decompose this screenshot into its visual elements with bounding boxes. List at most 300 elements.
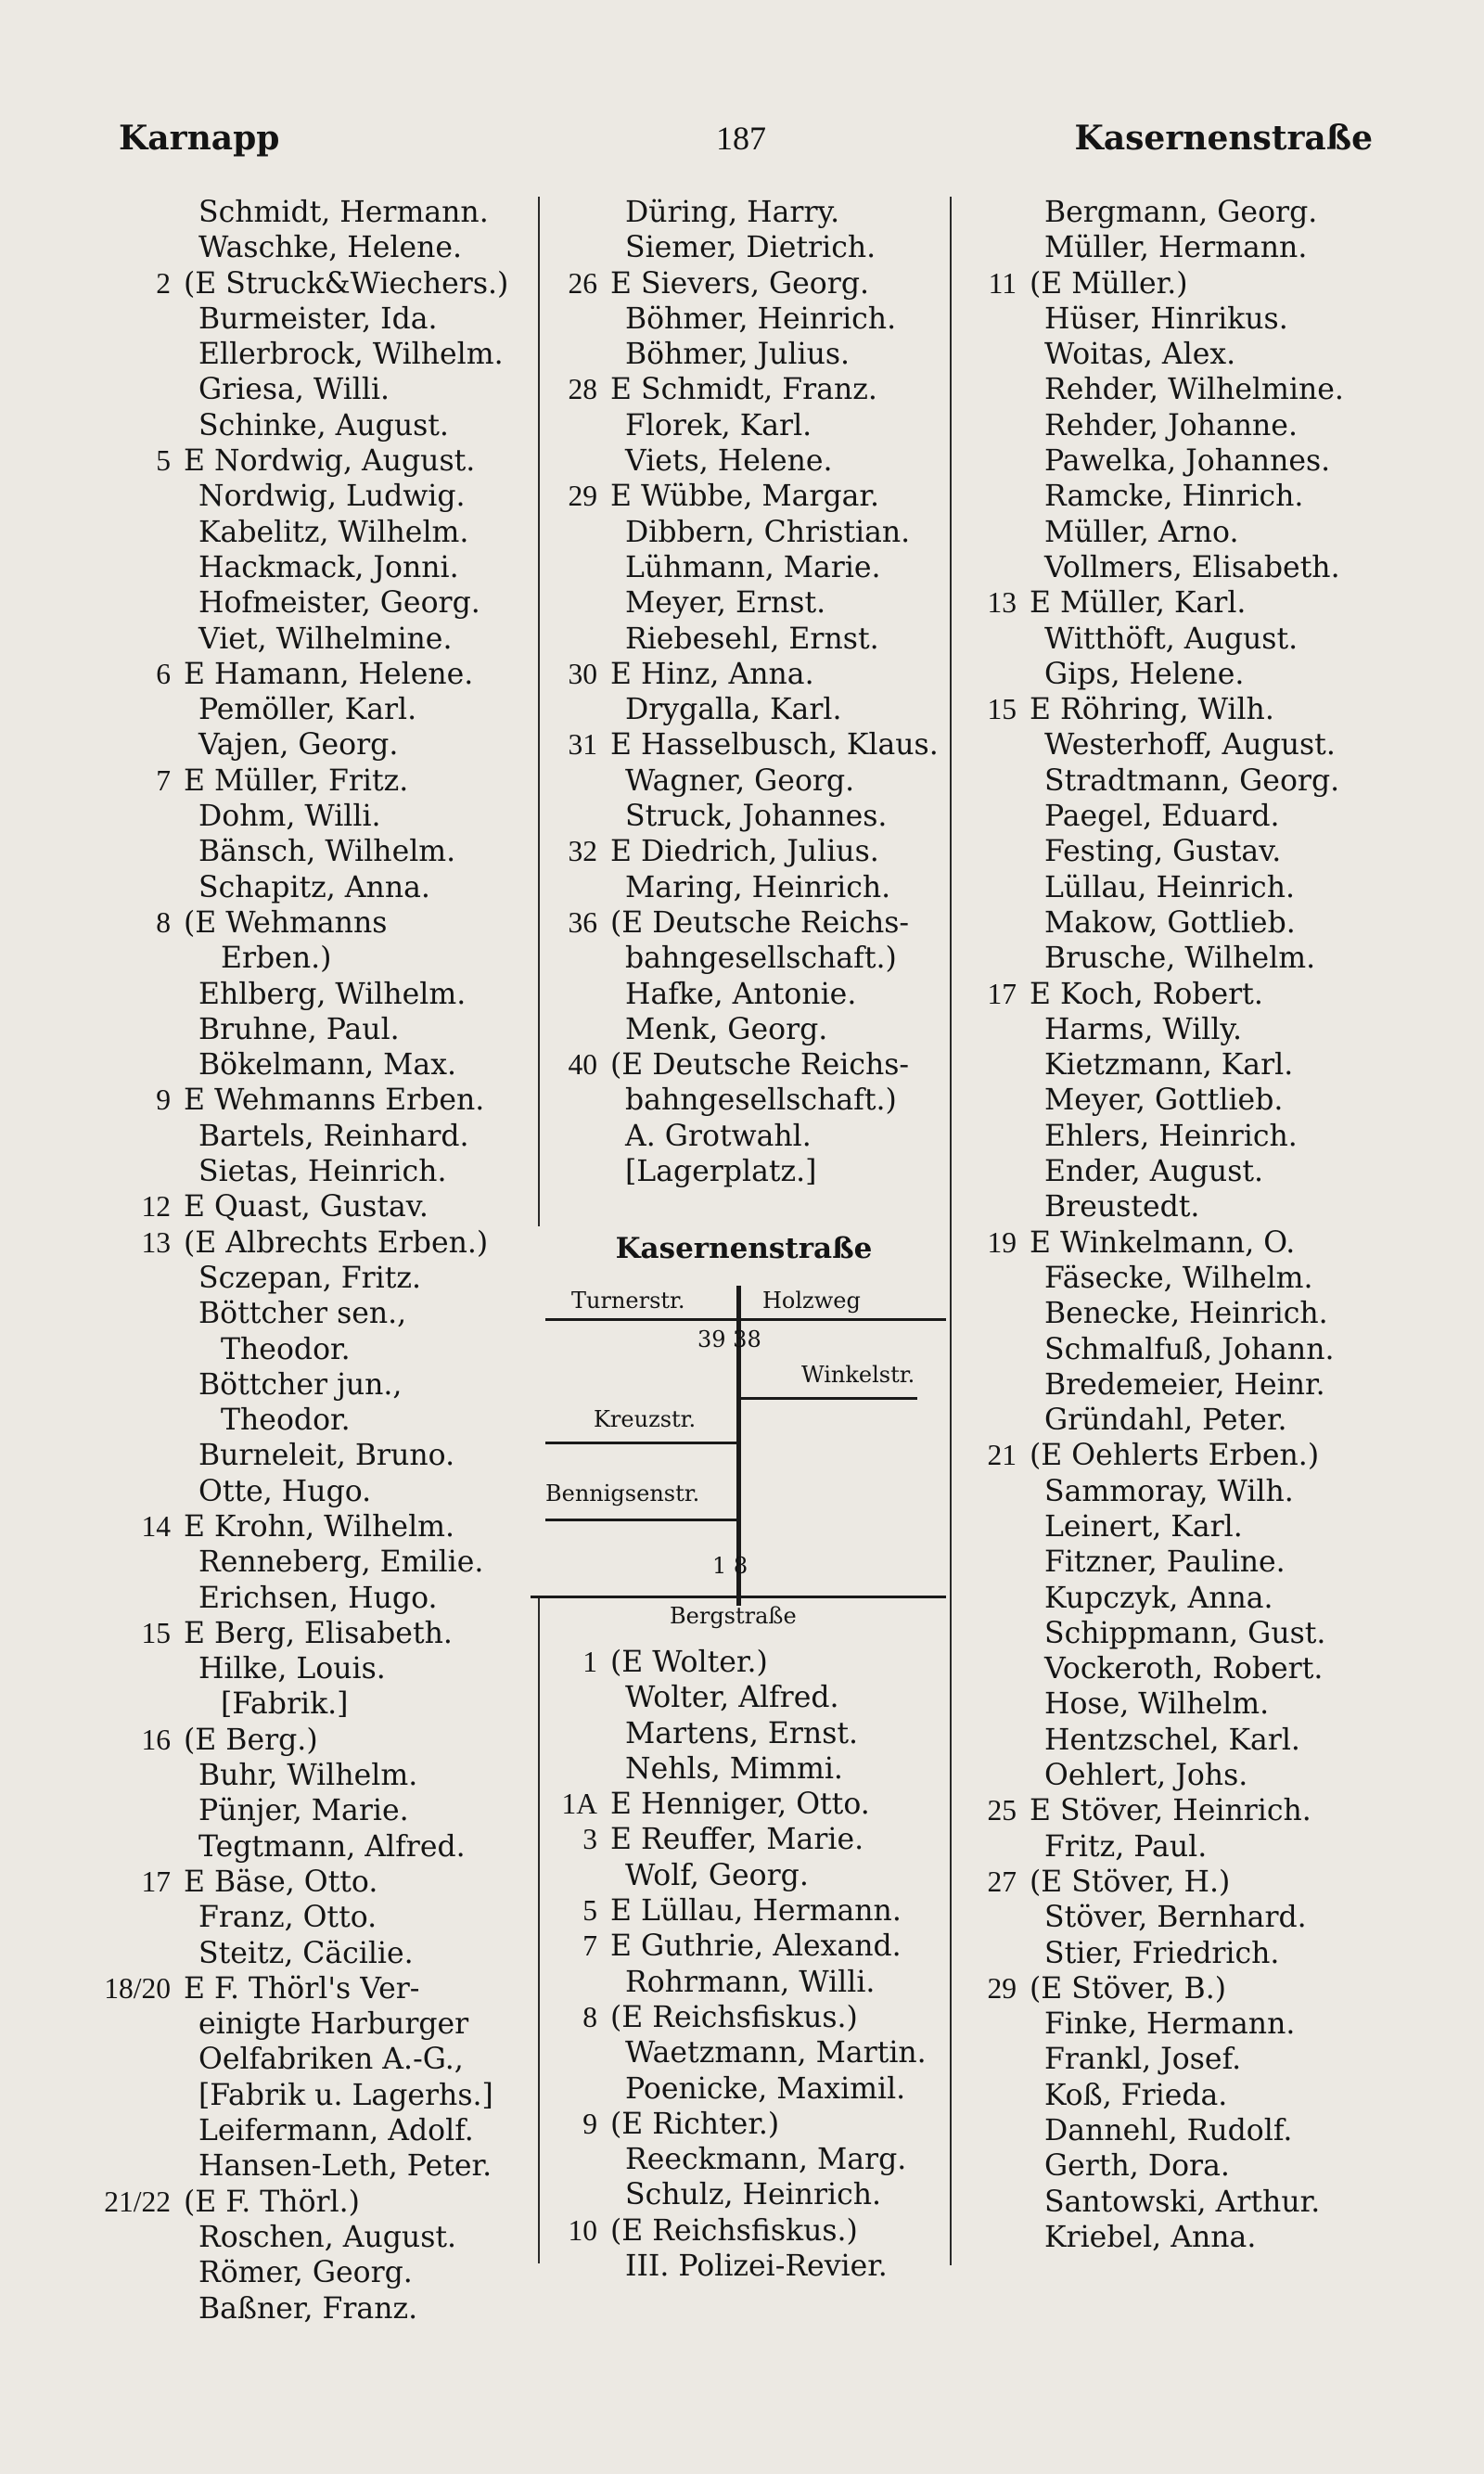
house-number: [950, 2148, 1030, 2184]
list-item: [950, 1189, 1386, 1224]
resident-entry: (E Oehlerts Erben.): [1030, 1439, 1320, 1473]
list-item: [531, 1822, 957, 1857]
house-number: [104, 977, 184, 1012]
list-item: [104, 905, 540, 941]
resident-entry: Bredemeier, Heinr.: [1044, 1367, 1325, 1402]
resident-entry: Witthöft, August.: [1044, 622, 1298, 656]
list-item: [104, 479, 540, 514]
map-line-bergstrasse: [531, 1596, 946, 1598]
resident-entry: Woitas, Alex.: [1044, 338, 1236, 372]
list-item: [950, 266, 1386, 301]
resident-entry: Burmeister, Ida.: [198, 301, 438, 336]
resident-entry: Struck, Johannes.: [625, 800, 888, 834]
list-item: [531, 977, 957, 1012]
list-item: [531, 1965, 957, 2000]
house-number: [950, 905, 1030, 941]
house-number: [531, 870, 610, 905]
list-item: [950, 1686, 1386, 1722]
resident-entry: Paegel, Eduard.: [1044, 800, 1280, 834]
list-item: [104, 1581, 540, 1616]
resident-entry: Waetzmann, Martin.: [625, 2036, 927, 2070]
resident-entry: Benecke, Heinrich.: [1044, 1297, 1328, 1331]
house-number: [104, 1047, 184, 1083]
list-item: [531, 657, 957, 692]
list-item: [104, 372, 540, 407]
resident-entry: Böhmer, Heinrich.: [625, 301, 897, 336]
list-item: [104, 1047, 540, 1083]
list-item: [531, 443, 957, 479]
house-number: 5: [582, 1894, 597, 1928]
resident-entry: Makow, Gottlieb.: [1044, 905, 1296, 940]
list-item: [531, 2071, 957, 2107]
house-number: [104, 2042, 184, 2077]
list-item: [104, 2113, 540, 2148]
list-item: [531, 372, 957, 407]
house-number: [950, 1047, 1030, 1083]
house-number: [950, 372, 1030, 407]
resident-entry: (E Struck&Wiechers.): [184, 266, 509, 301]
house-number: [950, 1616, 1030, 1651]
resident-entry: E Berg, Elisabeth.: [184, 1616, 453, 1650]
list-item: [950, 372, 1386, 407]
resident-entry: Sczepan, Fritz.: [198, 1261, 421, 1295]
house-number: 3: [582, 1823, 597, 1856]
house-number: [104, 230, 184, 265]
resident-entry: Martens, Ernst.: [625, 1716, 859, 1750]
list-item: [950, 2220, 1386, 2255]
house-number: [104, 337, 184, 372]
list-item: [104, 1686, 540, 1722]
list-item: [950, 941, 1386, 976]
resident-entry: Gerth, Dora.: [1044, 2149, 1230, 2184]
resident-entry: Oehlert, Johs.: [1044, 1759, 1248, 1793]
resident-entry: Pemöller, Karl.: [198, 693, 417, 727]
street-map: [531, 1232, 957, 1649]
resident-entry: Dibbern, Christian.: [625, 515, 911, 549]
house-number: [104, 195, 184, 230]
map-label-bennigsenstr: Bennigsenstr.: [545, 1481, 700, 1506]
resident-entry: E Winkelmann, O.: [1030, 1225, 1296, 1260]
resident-entry: Kriebel, Anna.: [1044, 2220, 1257, 2254]
house-number: [950, 479, 1030, 514]
house-number: [531, 1751, 610, 1787]
resident-entry: einigte Harburger: [198, 2007, 469, 2042]
resident-entry: (E Wolter.): [610, 1646, 768, 1679]
list-item: [950, 443, 1386, 479]
resident-entry: Böttcher jun.,: [198, 1367, 403, 1402]
house-number: [950, 195, 1030, 230]
map-label-winkelstr: Winkelstr.: [801, 1362, 915, 1388]
resident-entry: Stradtmann, Georg.: [1044, 763, 1340, 798]
house-number: [104, 550, 184, 585]
house-number: [104, 2255, 184, 2290]
list-item: [950, 834, 1386, 869]
house-number: 2: [156, 266, 171, 300]
house-number: 17: [141, 1865, 171, 1898]
list-item: [104, 1225, 540, 1261]
list-item: [531, 1858, 957, 1893]
resident-entry: Ellerbrock, Wilhelm.: [198, 338, 504, 372]
resident-entry: (E Richter.): [610, 2107, 780, 2141]
list-item: [531, 408, 957, 443]
house-number: [104, 1474, 184, 1509]
resident-entry: Westerhoff, August.: [1044, 728, 1336, 763]
list-item: [950, 2148, 1386, 2184]
resident-entry: Reeckmann, Marg.: [625, 2143, 907, 2177]
resident-entry: Dohm, Willi.: [198, 800, 381, 834]
list-item: [531, 1787, 957, 1822]
resident-entry: Wagner, Georg.: [625, 763, 855, 798]
resident-entry: (E Reichsfiskus.): [610, 2000, 858, 2034]
running-head-right: Kasernenstraße: [1074, 119, 1373, 158]
list-item: [531, 1680, 957, 1715]
house-number: 1A: [561, 1788, 597, 1821]
list-item: [104, 1154, 540, 1189]
house-number: [950, 1403, 1030, 1438]
resident-entry: Viets, Helene.: [625, 444, 833, 479]
house-number: 19: [987, 1225, 1017, 1259]
resident-entry: E Lüllau, Hermann.: [610, 1894, 902, 1929]
list-item: [104, 550, 540, 585]
house-number: [104, 941, 184, 976]
resident-entry: Sietas, Heinrich.: [198, 1155, 447, 1189]
list-item: [104, 1936, 540, 1971]
house-number: [531, 622, 610, 657]
list-item: [950, 337, 1386, 372]
resident-entry: Römer, Georg.: [198, 2256, 413, 2290]
list-item: [104, 834, 540, 869]
list-item: [950, 1225, 1386, 1261]
house-number: [950, 550, 1030, 585]
resident-entry: Meyer, Ernst.: [625, 586, 826, 621]
list-item: [950, 1545, 1386, 1580]
running-head-left: Karnapp: [119, 119, 280, 158]
house-number: [950, 2006, 1030, 2042]
house-number: [950, 2185, 1030, 2220]
house-number: [531, 1119, 610, 1154]
house-number: [531, 1154, 610, 1189]
resident-entry: Frankl, Josef.: [1044, 2043, 1242, 2077]
resident-entry: Vollmers, Elisabeth.: [1044, 550, 1340, 584]
house-number: [531, 1680, 610, 1715]
house-number: [531, 301, 610, 337]
map-line-winkelstr: [741, 1397, 917, 1400]
house-number: [950, 834, 1030, 869]
resident-entry: Hansen-Leth, Peter.: [198, 2149, 493, 2184]
house-number: 9: [156, 1083, 171, 1117]
house-number: 8: [582, 2000, 597, 2033]
list-item: [950, 1581, 1386, 1616]
house-number: [104, 622, 184, 657]
list-item: [531, 1119, 957, 1154]
house-number: 1: [582, 1646, 597, 1678]
resident-entry: E Guthrie, Alexand.: [610, 1929, 902, 1964]
house-number: [104, 799, 184, 834]
house-number: [104, 1686, 184, 1722]
list-item: [531, 1047, 957, 1083]
column-1: [104, 195, 540, 2327]
resident-entry: E Nordwig, August.: [184, 444, 476, 479]
resident-entry: Festing, Gustav.: [1044, 835, 1282, 869]
resident-entry: Schulz, Heinrich.: [625, 2178, 882, 2212]
resident-entry: Ehlberg, Wilhelm.: [198, 977, 467, 1011]
resident-entry: Waschke, Helene.: [198, 231, 463, 265]
list-item: [104, 1971, 540, 2006]
house-number: [531, 443, 610, 479]
resident-entry: [Fabrik.]: [221, 1687, 349, 1722]
resident-entry: Ramcke, Hinrich.: [1044, 480, 1304, 514]
house-number: [950, 1119, 1030, 1154]
resident-entry: Nordwig, Ludwig.: [198, 480, 466, 514]
list-item: [104, 977, 540, 1012]
list-item: [104, 799, 540, 834]
house-number: [104, 1403, 184, 1438]
list-item: [950, 1261, 1386, 1296]
map-title: Kasernenstraße: [615, 1232, 873, 1265]
house-number: 36: [568, 905, 597, 939]
resident-entry: Müller, Hermann.: [1044, 231, 1308, 265]
resident-entry: Hentzschel, Karl.: [1044, 1723, 1300, 1757]
house-number: [950, 1758, 1030, 1793]
resident-entry: Wolter, Alfred.: [625, 1681, 839, 1715]
resident-entry: Vajen, Georg.: [198, 728, 399, 763]
house-number: 40: [568, 1048, 597, 1082]
list-item: [950, 1616, 1386, 1651]
house-number: [950, 657, 1030, 692]
resident-entry: Leinert, Karl.: [1044, 1509, 1243, 1544]
house-number: [104, 2148, 184, 2184]
house-number: 13: [141, 1225, 171, 1259]
resident-entry: Meyer, Gottlieb.: [1044, 1083, 1284, 1118]
house-number: 29: [987, 1971, 1017, 2005]
resident-entry: (E F. Thörl.): [184, 2185, 360, 2219]
list-item: [531, 622, 957, 657]
house-number: [950, 1900, 1030, 1935]
house-number: [950, 337, 1030, 372]
list-item: [104, 1367, 540, 1403]
list-item: [531, 1751, 957, 1787]
list-item: [531, 230, 957, 265]
resident-entry: Schmalfuß, Johann.: [1044, 1332, 1335, 1366]
list-item: [950, 2078, 1386, 2113]
house-number: [950, 301, 1030, 337]
resident-entry: Breustedt.: [1044, 1190, 1200, 1224]
house-number: 10: [568, 2213, 597, 2247]
resident-entry: Wolf, Georg.: [625, 1858, 809, 1892]
resident-entry: [Lagerplatz.]: [625, 1155, 817, 1189]
list-item: [950, 1936, 1386, 1971]
resident-entry: Hüser, Hinrikus.: [1044, 301, 1288, 336]
resident-entry: E Hinz, Anna.: [610, 657, 814, 691]
house-number: 8: [156, 905, 171, 939]
list-item: [531, 1893, 957, 1929]
house-number: [531, 763, 610, 799]
house-number: [531, 1083, 610, 1118]
list-item: [104, 1758, 540, 1793]
house-number: [104, 1012, 184, 1047]
list-item: [104, 1296, 540, 1331]
resident-entry: (E Reichsfiskus.): [610, 2213, 858, 2248]
resident-entry: E Hasselbusch, Klaus.: [610, 728, 939, 763]
list-item: [531, 585, 957, 621]
house-number: [950, 1545, 1030, 1580]
resident-entry: Bökelmann, Max.: [198, 1048, 456, 1083]
list-item: [531, 1083, 957, 1118]
list-item: [531, 1929, 957, 1964]
house-number: [950, 2113, 1030, 2148]
list-item: [104, 2148, 540, 2184]
list-item: [531, 2107, 957, 2142]
resident-entry: Ehlers, Heinrich.: [1044, 1119, 1298, 1153]
resident-entry: E Reuffer, Marie.: [610, 1823, 864, 1857]
list-item: [950, 763, 1386, 799]
list-item: [950, 692, 1386, 727]
house-number: [104, 1793, 184, 1828]
house-number: [531, 515, 610, 550]
list-item: [531, 1012, 957, 1047]
list-item: [950, 1509, 1386, 1545]
resident-entry: Lühmann, Marie.: [625, 550, 881, 584]
map-label-numbers-top: 39 38: [697, 1327, 761, 1352]
list-item: [950, 622, 1386, 657]
house-number: 29: [568, 480, 597, 513]
resident-entry: Steitz, Cäcilie.: [198, 1936, 414, 1970]
house-number: 14: [141, 1509, 171, 1543]
house-number: [104, 727, 184, 763]
list-item: [950, 1474, 1386, 1509]
house-number: [104, 1936, 184, 1971]
resident-entry: Gips, Helene.: [1044, 657, 1245, 691]
resident-entry: Bruhne, Paul.: [198, 1012, 400, 1046]
house-number: [104, 2006, 184, 2042]
house-number: 16: [141, 1723, 171, 1756]
list-item: [950, 1793, 1386, 1828]
house-number: 31: [568, 728, 597, 762]
list-item: [104, 1616, 540, 1651]
list-item: [531, 195, 957, 230]
house-number: [950, 1012, 1030, 1047]
resident-entry: Roschen, August.: [198, 2220, 457, 2254]
resident-entry: Maring, Heinrich.: [625, 870, 891, 904]
list-item: [950, 657, 1386, 692]
column-2-upper: [531, 195, 957, 1189]
house-number: 25: [987, 1794, 1017, 1827]
list-item: [531, 1716, 957, 1751]
list-item: [531, 550, 957, 585]
house-number: 9: [582, 2107, 597, 2140]
house-number: [531, 1012, 610, 1047]
map-label-kreuzstr: Kreuzstr.: [594, 1406, 697, 1432]
house-number: [950, 515, 1030, 550]
list-item: [104, 443, 540, 479]
resident-entry: Schippmann, Gust.: [1044, 1616, 1326, 1650]
list-item: [104, 941, 540, 976]
house-number: [104, 515, 184, 550]
house-number: [950, 1936, 1030, 1971]
resident-entry: E Henniger, Otto.: [610, 1788, 870, 1822]
resident-entry: Santowski, Arthur.: [1044, 2185, 1321, 2219]
list-item: [531, 799, 957, 834]
house-number: [104, 301, 184, 337]
house-number: [531, 977, 610, 1012]
house-number: [950, 1332, 1030, 1367]
resident-entry: Erben.): [221, 942, 332, 976]
list-item: [104, 2220, 540, 2255]
resident-entry: Leifermann, Adolf.: [198, 2114, 474, 2148]
house-number: [531, 1716, 610, 1751]
house-number: [950, 727, 1030, 763]
list-item: [104, 1474, 540, 1509]
list-item: [531, 1645, 957, 1680]
house-number: [104, 1296, 184, 1331]
house-number: [950, 1261, 1030, 1296]
list-item: [104, 1403, 540, 1438]
list-item: [950, 408, 1386, 443]
resident-entry: Drygalla, Karl.: [625, 693, 842, 727]
house-number: [531, 941, 610, 976]
house-number: [104, 408, 184, 443]
house-number: [950, 2078, 1030, 2113]
house-number: [104, 585, 184, 621]
list-item: [104, 1865, 540, 1900]
list-item: [950, 2185, 1386, 2220]
list-item: [531, 266, 957, 301]
resident-entry: Riebesehl, Ernst.: [625, 622, 879, 656]
list-item: [104, 1793, 540, 1828]
list-item: [950, 1829, 1386, 1865]
list-item: [950, 1438, 1386, 1473]
list-item: [950, 1047, 1386, 1083]
house-number: 6: [156, 657, 171, 690]
house-number: [531, 2142, 610, 2177]
resident-entry: Bergmann, Georg.: [1044, 196, 1318, 229]
list-item: [531, 2177, 957, 2212]
list-item: [531, 2249, 957, 2284]
resident-entry: Oelfabriken A.-G.,: [198, 2043, 464, 2077]
resident-entry: Hilke, Louis.: [198, 1652, 386, 1686]
house-number: 17: [987, 977, 1017, 1010]
list-item: [104, 266, 540, 301]
resident-entry: Stöver, Bernhard.: [1044, 1901, 1307, 1935]
list-item: [950, 1900, 1386, 1935]
list-item: [531, 2000, 957, 2035]
house-number: [950, 1189, 1030, 1224]
resident-entry: Ender, August.: [1044, 1155, 1264, 1189]
resident-entry: Bartels, Reinhard.: [198, 1119, 469, 1153]
house-number: [531, 1965, 610, 2000]
resident-entry: Burneleit, Bruno.: [198, 1439, 455, 1473]
resident-entry: Schapitz, Anna.: [198, 870, 430, 904]
house-number: [950, 622, 1030, 657]
resident-entry: Poenicke, Maximil.: [625, 2071, 906, 2106]
list-item: [104, 870, 540, 905]
list-item: [104, 230, 540, 265]
list-item: [950, 727, 1386, 763]
house-number: [950, 1651, 1030, 1686]
house-number: [104, 1758, 184, 1793]
list-item: [950, 1332, 1386, 1367]
list-item: [104, 1083, 540, 1118]
list-item: [531, 905, 957, 941]
list-item: [104, 515, 540, 550]
house-number: [950, 1686, 1030, 1722]
house-number: 13: [987, 586, 1017, 620]
house-number: 28: [568, 373, 597, 406]
resident-entry: Fitzner, Pauline.: [1044, 1545, 1286, 1580]
list-item: [531, 2035, 957, 2070]
house-number: [950, 2220, 1030, 2255]
resident-entry: Pawelka, Johannes.: [1044, 444, 1331, 479]
